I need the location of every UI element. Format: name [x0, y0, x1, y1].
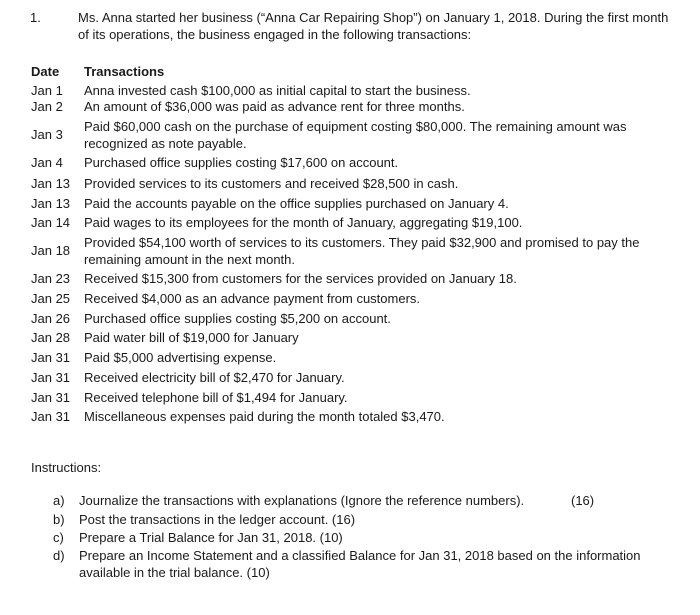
- transaction-date: Jan 18: [31, 243, 71, 258]
- transaction-date: Jan 1: [31, 83, 63, 98]
- transaction-text: Paid water bill of $19,000 for January: [84, 330, 299, 345]
- transaction-date: Jan 2: [31, 99, 63, 114]
- instruction-marker: d): [53, 548, 65, 563]
- transaction-date: Jan 26: [31, 311, 71, 326]
- question-text: Ms. Anna started her business (“Anna Car Repairing Shop”) on January 1, 2018. During the first month of its operations, the business engaged in the following transactions:: [78, 10, 669, 42]
- instruction-marker: b): [53, 512, 65, 527]
- transaction-text: Provided services to its customers and received $28,500 in cash.: [84, 176, 459, 191]
- transaction-date: Jan 31: [31, 409, 71, 424]
- transaction-date: Jan 3: [31, 127, 63, 142]
- transaction-date: Jan 13: [31, 196, 71, 211]
- transaction-text: An amount of $36,000 was paid as advance rent for three months.: [84, 99, 465, 114]
- transaction-text: Received $4,000 as an advance payment from customers.: [84, 291, 421, 306]
- date-column-header: Date: [31, 64, 60, 79]
- transaction-text: Anna invested cash $100,000 as initial capital to start the business.: [84, 83, 471, 98]
- transaction-text: Received $15,300 from customers for the services provided on January 18.: [84, 271, 517, 286]
- transaction-text: Purchased office supplies costing $5,200 on account.: [84, 311, 391, 326]
- instruction-marker: c): [53, 530, 64, 545]
- transaction-date: Jan 31: [31, 350, 71, 365]
- transaction-date: Jan 13: [31, 176, 71, 191]
- transaction-text: Paid $60,000 cash on the purchase of equipment costing $80,000. The remaining amount was recognized as note payable.: [84, 119, 627, 151]
- transaction-date: Jan 28: [31, 330, 71, 345]
- instruction-text: Prepare an Income Statement and a classified Balance for Jan 31, 2018 based on the information available in the trial balance. (10): [79, 548, 641, 580]
- transaction-date: Jan 23: [31, 271, 71, 286]
- transaction-text: Paid wages to its employees for the month of January, aggregating $19,100.: [84, 215, 523, 230]
- transaction-date: Jan 25: [31, 291, 71, 306]
- instruction-text: Journalize the transactions with explanations (Ignore the reference numbers).: [79, 493, 525, 508]
- transaction-text: Received electricity bill of $2,470 for January.: [84, 370, 345, 385]
- transaction-text: Paid the accounts payable on the office supplies purchased on January 4.: [84, 196, 509, 211]
- transaction-text: Provided $54,100 worth of services to its customers. They paid $32,900 and promised to pay the remaining amount in the next month.: [84, 235, 640, 267]
- transaction-date: Jan 31: [31, 390, 71, 405]
- transaction-date: Jan 4: [31, 155, 63, 170]
- transaction-date: Jan 31: [31, 370, 71, 385]
- question-number: 1.: [30, 10, 41, 25]
- instruction-marker: a): [53, 493, 65, 508]
- transaction-text: Paid $5,000 advertising expense.: [84, 350, 277, 365]
- transaction-text: Purchased office supplies costing $17,600 on account.: [84, 155, 399, 170]
- transaction-text: Miscellaneous expenses paid during the month totaled $3,470.: [84, 409, 445, 424]
- transaction-text: Received telephone bill of $1,494 for January.: [84, 390, 348, 405]
- transaction-date: Jan 14: [31, 215, 71, 230]
- instructions-heading: Instructions:: [31, 460, 102, 475]
- instruction-text: Post the transactions in the ledger account. (16): [79, 512, 356, 527]
- instruction-points: (16): [571, 493, 595, 508]
- transactions-column-header: Transactions: [84, 64, 165, 79]
- instruction-text: Prepare a Trial Balance for Jan 31, 2018. (10): [79, 530, 343, 545]
